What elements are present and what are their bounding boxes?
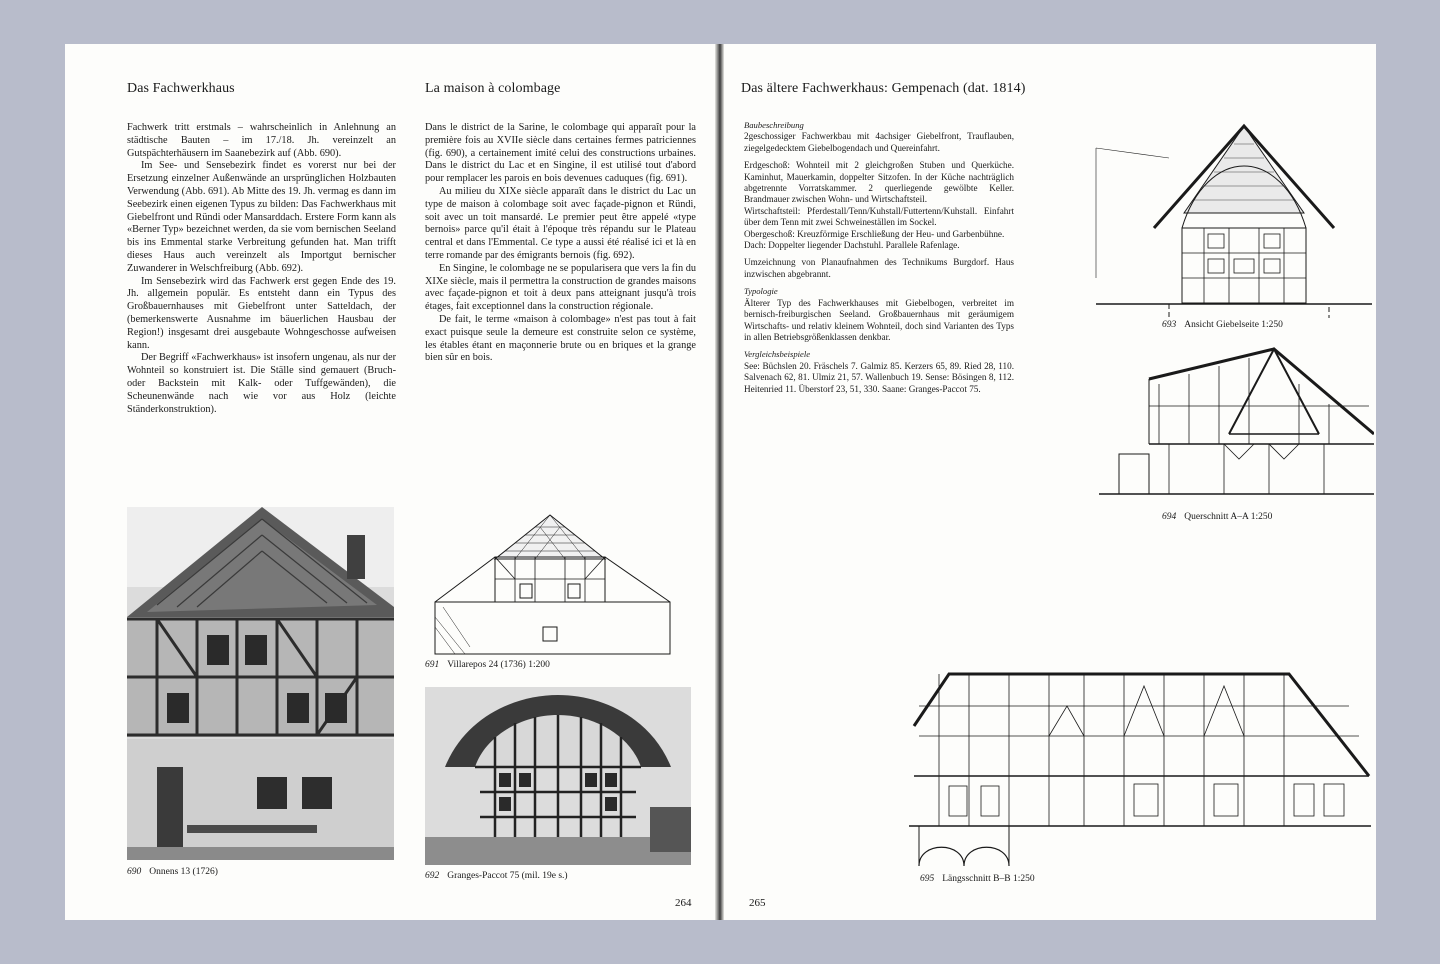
heading-typologie: Typologie [744,286,778,297]
description-paragraph: Älterer Typ des Fachwerkhauses mit Giebelbogen, verbreitet im bernisch-freiburgischen Seeland. Großbauernhaus mit geräumigem Wirtschafts- und relativ kleinem Wohnteil, doch sind Varianten des Typs in allen Betriebsgrößenklassen denkbar. [744,297,1014,342]
description-paragraph: 2geschossiger Fachwerkbau mit 4achsiger Giebelfront, Trauflauben, ziegelgedecktem Giebelbogendach und Quereinfahrt. [744,131,1014,153]
right-page [724,44,1376,920]
caption-692: 692 Granges-Paccot 75 (mil. 19e s.) [425,871,568,881]
french-paragraph: En Singine, le colombage ne se popularisera que vers la fin du XIXe siècle, mais il permettra la construction de grandes maisons avec façade-pignon et toit à deux pans atteignant jusqu'à trois étages, fait exceptionnel dans la construction régionale. [425,262,696,313]
french-text-column [425,122,696,365]
book-gutter [715,44,724,920]
caption-691: 691 Villarepos 24 (1736) 1:200 [425,660,550,670]
running-head-right: Das ältere Fachwerkhaus: Gempenach (dat. 1814) [741,81,1026,96]
drawing-cross-section [1099,344,1374,509]
description-paragraph: Erdgeschoß: Wohnteil mit 2 gleichgroßen Stuben und Querküche. Kaminhut, Mauerkamin, doppelter Sitzofen. In der Küche nachträglich abgetrennte Vorratskammer. 2 querliegende gewölbte Keller. Brandmauer zwischen Wohn- und Wirtschaftsteil. [744,160,1014,205]
page-number-right: 265 [749,897,766,909]
left-page [65,44,715,920]
german-paragraph: Fachwerk tritt erstmals – wahrscheinlich in Anlehnung an städtische Bauten – im 17./18. Jh. vereinzelt an Gutspächterhäusern im Saanebezirk auf (Abb. 690). [127,122,396,159]
caption-690: 690 Onnens 13 (1726) [127,867,218,877]
drawing-gable-elevation [1094,118,1374,318]
drawing-villarepos [425,507,696,657]
german-paragraph: Im See- und Sensebezirk findet es vorerst nur bei der Ersetzung einzelner Außenwände an ursprünglichen Holzbauten Verwendung (Abb. 691). Ab Mitte des 19. Jh. vermag es dann im Seebezirk einen eigenen Typus zu bilden: Das Fachwerkhaus mit Giebelfront und Ründi oder Mansarddach. Erstere Form kann als «Berner Typ» bezeichnet werden, da sie vom bernischen Seeland bis ins Emmental starke Verbreitung gefunden hat. Man trifft dieses Haus auch vereinzelt als Importgut bernischer Zuwanderer in Welschfreiburg (Abb. 692). [127,160,396,274]
caption-695: 695 Längsschnitt B–B 1:250 [920,874,1035,884]
heading-vergleichsbeispiele: Vergleichsbeispiele [744,349,811,360]
description-paragraph: Dach: Doppelter liegender Dachstuhl. Parallele Rafenlage. [744,240,960,251]
drawing-longitudinal-section [909,666,1371,874]
caption-694: 694 Querschnitt A–A 1:250 [1162,512,1273,522]
french-paragraph: Dans le district de la Sarine, le colombage qui apparaît pour la première fois au XVIIe siècle dans certaines fermes patriciennes (fig. 690), a certainement imité celui des constructions urbaines. Dans le district du Lac et en Singine, il est utilisé tout d'abord pour remplacer les parois en bois devenues caduques (fig. 691). [425,122,696,185]
german-paragraph: Der Begriff «Fachwerkhaus» ist insofern ungenau, als nur der Wohnteil so konstruiert ist. Die Ställe sind gemauert (Bruch- oder Backstein mit Kalk- oder Tuffgewänden), die Scheunenwände nach wie vor aus Holz (leichte Ständerkonstruktion). [127,352,396,415]
description-column [744,120,1014,395]
caption-693: 693 Ansicht Giebelseite 1:250 [1162,320,1283,330]
running-head-de: Das Fachwerkhaus [127,81,235,96]
page-number-left: 264 [675,897,692,909]
book-spread [65,44,1376,920]
french-paragraph: Au milieu du XIXe siècle apparaît dans le district du Lac un type de maison à colombage soit avec façade-pignon et Ründi, soit avec un toit mansardé. Le premier peut être appelé «type bernois» parce qu'il était à l'époque très répandu sur le Plateau central et dans l'Emmental. Ce type a aussi été réalisé ici et là en terre romande par des émigrants bernois (fig. 692). [425,185,696,261]
photo-onnens [127,507,394,860]
french-paragraph: De fait, le terme «maison à colombage» n'est pas tout à fait exact puisque seule la demeure est construite selon ce système, les étables étant en maçonnerie brute ou en briques et la grange bien sûr en bois. [425,313,696,364]
german-text-column [127,122,396,416]
description-paragraph: Umzeichnung von Planaufnahmen des Technikums Burgdorf. Haus inzwischen abgebrannt. [744,257,1014,279]
description-paragraph: Wirtschaftsteil: Pferdestall/Tenn/Kuhstall/Futtertenn/Kuhstall. Einfahrt über dem Tenn mit zwei Schweineställen im Sockel. [744,205,1014,228]
description-paragraph: See: Büchslen 20. Fräschels 7. Galmiz 85. Kerzers 65, 89. Ried 28, 110. Salvenach 62, 81. Ulmiz 21, 57. Wallenbuch 19. Sense: Bösingen 8, 112. Heitenried 11. Überstorf 23, 51, 330. Saane: Granges-Paccot 75. [744,360,1014,394]
photo-granges-paccot [425,687,691,865]
german-paragraph: Im Sensebezirk wird das Fachwerk erst gegen Ende des 19. Jh. allgemein populär. Es entsteht dann ein Typus des Großbauernhauses mit Giebelfront unter Satteldach, der (bemerkenswerte Ausnahme im bäuerlichen Hausbau der Region!) insgesamt drei ausgebaute Wohngeschosse aufweisen kann. [127,275,396,351]
description-paragraph: Obergeschoß: Kreuzförmige Erschließung der Heu- und Garbenbühne. [744,228,1005,239]
heading-baubeschreibung: Baubeschreibung [744,120,804,130]
running-head-fr: La maison à colombage [425,81,561,96]
